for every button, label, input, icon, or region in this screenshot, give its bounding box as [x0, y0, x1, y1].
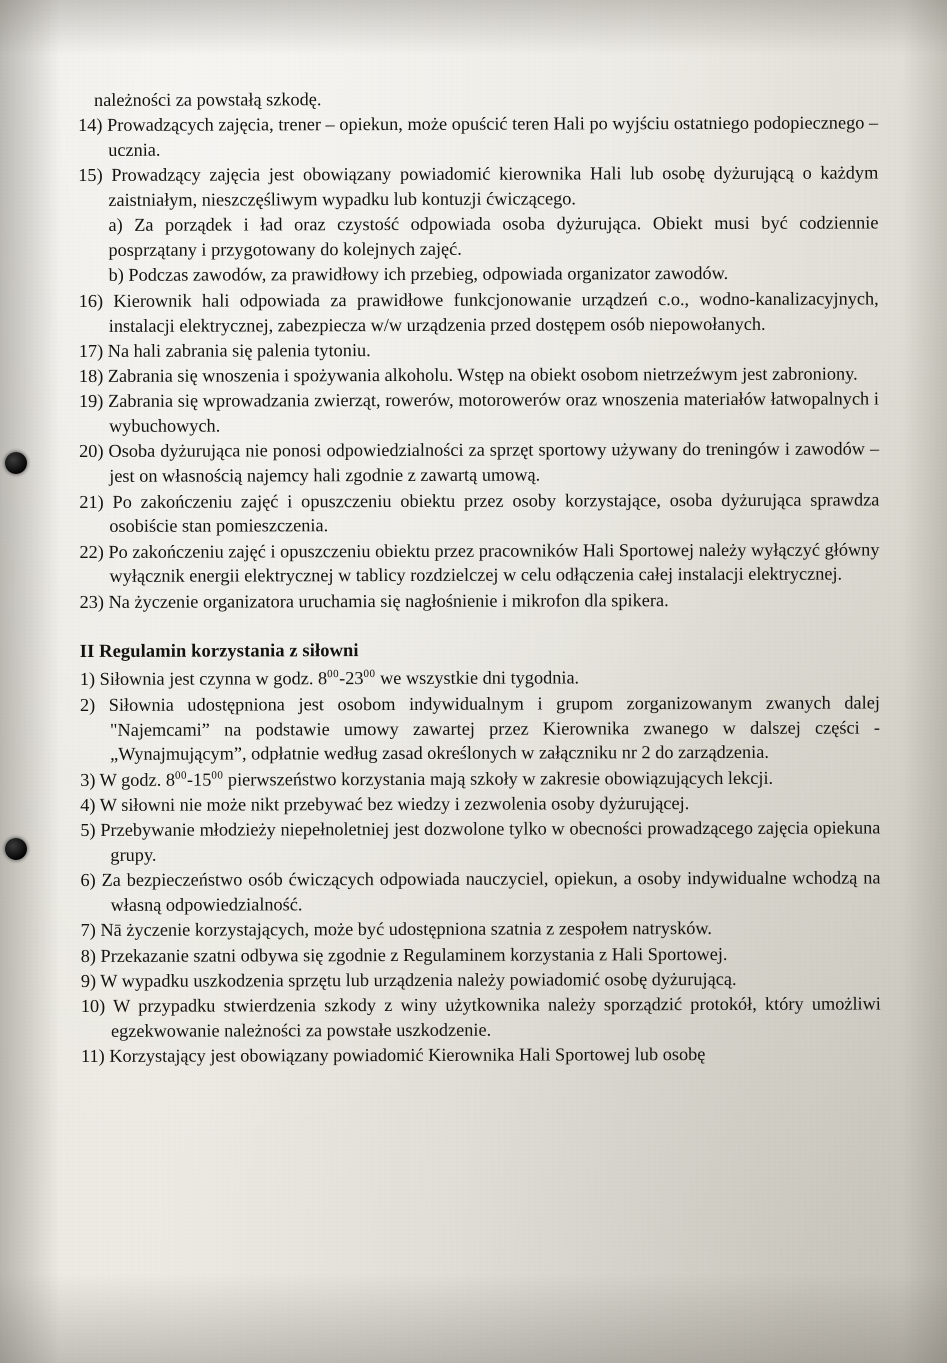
silownia-item-9: 9) W wypadku uszkodzenia sprzętu lub urządzenia należy powiadomić osobę dyżurującą. [80, 968, 737, 991]
page-edge-shadow-right [902, 0, 947, 1363]
list-item-18: 18) Zabrania się wnoszenia i spożywania alkoholu. Wstęp na obiekt osobom nietrzeźwym jest zabroniony. [78, 363, 858, 387]
list-item-23: 23) Na życzenie organizatora uruchamia się nagłośnienie i mikrofon dla spikera. [79, 589, 669, 612]
silownia-item-6: 6) Za bezpieczeństwo osób ćwiczących odpowiada nauczyciel, opiekun, a osoby indywidualne wchodzą na własną odpowiedzialność. [80, 867, 881, 915]
list-item-16: 16) Kierownik hali odpowiada za prawidłowe funkcjonowanie urządzeń c.o., wodno-kanalizacyjnych, instalacji elektrycznej, zabezpiecza w/w urządzenia przed dostępem osób niepowołanych. [78, 288, 879, 336]
list-item-21: 21) Po zakończeniu zajęć i opuszczeniu obiektu przez osoby korzystające, osoba dyżurująca sprawdza osobiście stan pomieszczenia. [79, 488, 880, 537]
list-item-19: 19) Zabrania się wprowadzania zwierząt, rowerów, motorowerów oraz wnoszenia materiałów łatwopalnych i wybuchowych. [78, 388, 880, 437]
silownia-item-7: 7) Nā życzenie korzystających, może być udostępniona szatnia z zespołem natrysków. [80, 918, 712, 941]
silownia-item-1 [80, 665, 880, 692]
silownia-item-3-sup-close: 00 [211, 769, 224, 782]
page-edge-shadow-left [0, 0, 60, 1363]
list-item-17: 17) Na hali zabrania się palenia tytoniu. [78, 339, 371, 361]
silownia-item-3-sup-open: 00 [174, 769, 187, 782]
binder-hole-upper [5, 452, 27, 474]
silownia-item-3-mid: -15 [186, 769, 212, 790]
silownia-item-1-suffix: we wszystkie dni tygodnia. [380, 667, 580, 689]
binder-hole-lower [5, 838, 27, 860]
silownia-item-1-sup-close: 00 [363, 668, 376, 681]
list-item-22: 22) Po zakończeniu zajęć i opuszczeniu obiektu przez pracowników Hali Sportowej należy wyłączyć główny wyłącznik energii elektrycznej w tablicy rozdzielczej w celu odłączenia całej instalacji elektrycznej. [79, 539, 880, 587]
silownia-item-4: 4) W siłowni nie może nikt przebywać bez wiedzy i zezwolenia osoby dyżurującej. [80, 792, 690, 815]
silownia-item-1-mid: -23 [339, 668, 364, 689]
section-heading-regulamin-silowni: II Regulamin korzystania z siłowni [79, 641, 359, 663]
silownia-item-8: 8) Przekazanie szatni odbywa się zgodnie z Regulaminem korzystania z Hali Sportowej. [80, 943, 728, 966]
document-body [78, 85, 881, 1069]
continuation-line: należności za powstałą szkodę. [94, 89, 322, 110]
silownia-item-10: 10) W przypadku stwierdzenia szkody z winy użytkownika należy sporządzić protokół, który umożliwi egzekwowanie należności za powstałe uszkodzenie. [80, 993, 881, 1041]
list-item-15b: b) Podczas zawodów, za prawidłowy ich przebieg, odpowiada organizator zawodów. [108, 263, 729, 286]
silownia-item-3-prefix: 3) W godz. 8 [80, 769, 175, 790]
page-edge-shadow-bottom [0, 1273, 947, 1363]
list-item-15: 15) Prowadzący zajęcia jest obowiązany powiadomić kierownika Hali lub osobę dyżurującą o każdym zaistniałym, nieszczęśliwym wypadku lub kontuzji ćwiczącego. [78, 162, 879, 211]
silownia-item-1-sup-open: 00 [327, 668, 340, 681]
silownia-item-3-suffix: pierwszeństwo korzystania mają szkoły w zakresie obowiązujących lekcji. [227, 767, 774, 790]
silownia-item-3 [80, 765, 880, 792]
page-edge-shadow-top [0, 0, 947, 55]
silownia-item-5: 5) Przebywanie młodzieży niepełnoletniej jest dozwolone tylko w obecności prowadzącego zajęcia opiekuna grupy. [80, 817, 881, 865]
list-item-15a: a) Za porządek i ład oraz czystość odpowiada osoba dyżurująca. Obiekt musi być codziennie posprzątany i przygotowany do kolejnych zajęć. [108, 212, 879, 261]
list-item-20: 20) Osoba dyżurująca nie ponosi odpowiedzialności za sprzęt sportowy używany do treningów i zawodów – jest on własnością najemcy hali zgodnie z zawartą umową. [79, 438, 880, 487]
list-item-14: 14) Prowadzących zajęcia, trener – opiekun, może opuścić teren Hali po wyjściu ostatniego podopiecznego – ucznia. [78, 112, 879, 160]
silownia-item-1-prefix: 1) Siłownia jest czynna w godz. 8 [79, 668, 328, 690]
silownia-item-2: 2) Siłownia udostępniona jest osobom indywidualnym i grupom zorganizowanym zwanych dalej "Najemcami” na podstawie umowy zawartej przez Kierownika zwanego w dalszej części - „Wynajmującym”, odpłatnie według zasad określonych w załączniku nr 2 do zarządzenia. [79, 692, 881, 765]
silownia-item-11: 11) Korzystający jest obowiązany powiadomić Kierownika Hali Sportowej lub osobę [81, 1044, 706, 1067]
